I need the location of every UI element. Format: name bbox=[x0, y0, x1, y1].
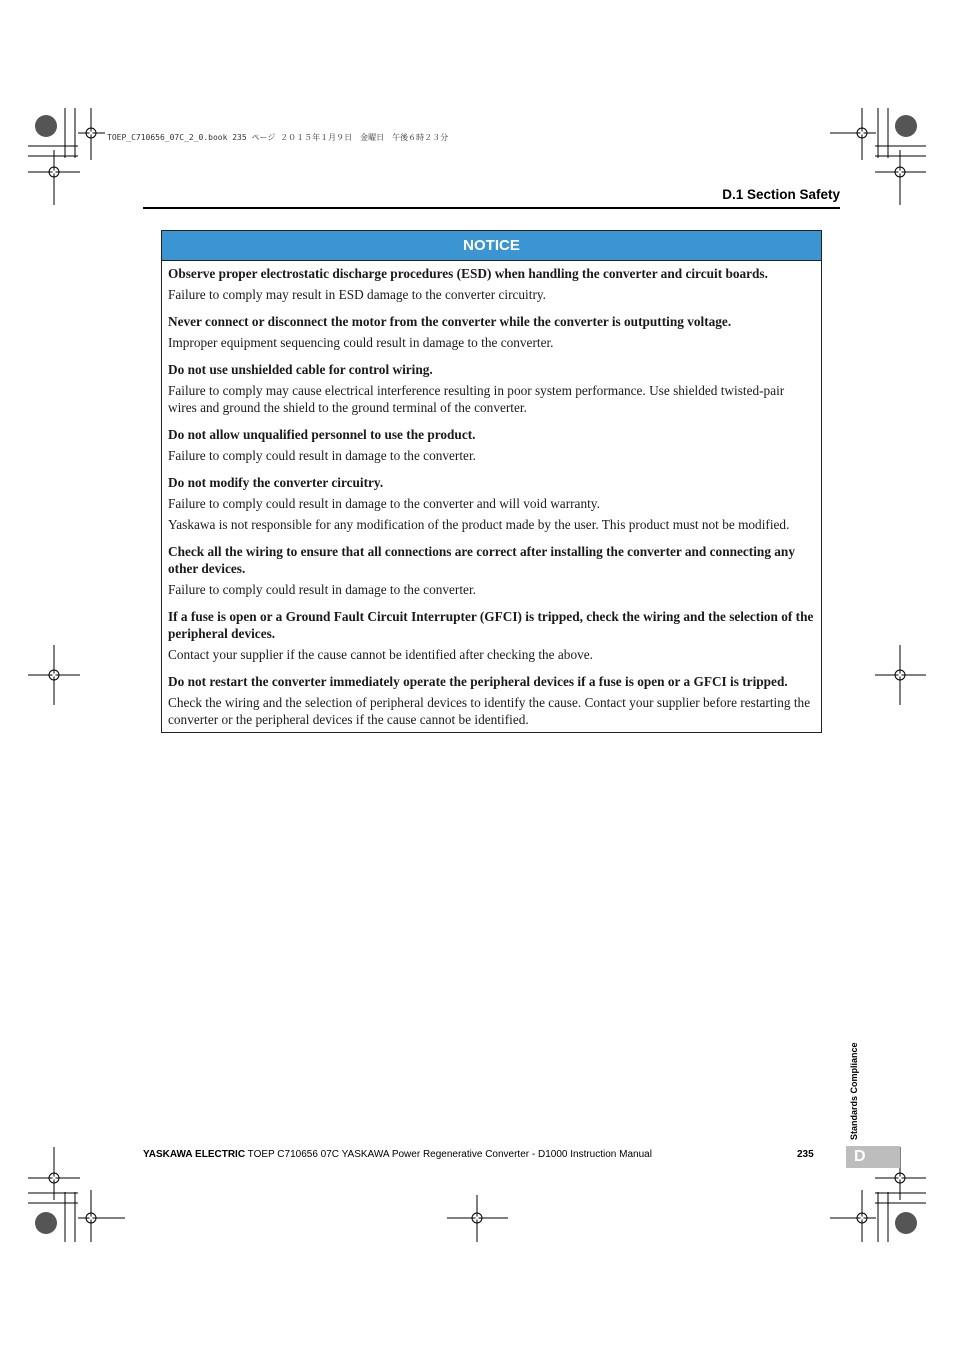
notice-item bbox=[168, 543, 815, 598]
notice-item bbox=[168, 265, 815, 303]
notice-item bbox=[168, 313, 815, 351]
notice-item-text: Failure to comply could result in damage to the converter and will void warranty. bbox=[168, 496, 600, 511]
notice-box bbox=[161, 230, 822, 733]
notice-item-text: Failure to comply may cause electrical interference resulting in poor system performance. Use shielded twisted-pair wires and ground the shield to the ground terminal of the converter. bbox=[168, 383, 785, 415]
notice-item bbox=[168, 474, 815, 533]
section-title: D.1 Section Safety bbox=[722, 187, 840, 202]
notice-item-text: Failure to comply could result in damage to the converter. bbox=[168, 448, 476, 463]
notice-item-text: Yaskawa is not responsible for any modification of the product made by the user. This product must not be modified. bbox=[168, 517, 790, 532]
notice-item-text: Improper equipment sequencing could result in damage to the converter. bbox=[168, 335, 554, 350]
notice-item-title: Check all the wiring to ensure that all connections are correct after installing the converter and connecting any other devices. bbox=[168, 544, 795, 576]
footer-brand: YASKAWA ELECTRIC bbox=[143, 1149, 246, 1160]
chapter-tab: D bbox=[846, 1146, 900, 1168]
notice-item-text: Failure to comply could result in damage to the converter. bbox=[168, 582, 476, 597]
page-number: 235 bbox=[797, 1149, 814, 1160]
notice-body bbox=[162, 261, 821, 732]
notice-item-text: Check the wiring and the selection of peripheral devices to identify the cause. Contact your supplier before restarting the converter or the peripheral devices if the cause cannot be identified. bbox=[168, 695, 811, 727]
notice-item bbox=[168, 361, 815, 416]
notice-item-text: Contact your supplier if the cause cannot be identified after checking the above. bbox=[168, 647, 593, 662]
notice-item-title: If a fuse is open or a Ground Fault Circuit Interrupter (GFCI) is tripped, check the wiring and the selection of the peripheral devices. bbox=[168, 609, 814, 641]
notice-item bbox=[168, 673, 815, 728]
notice-item bbox=[168, 608, 815, 663]
notice-item-title: Do not restart the converter immediately operate the peripheral devices if a fuse is open or a GFCI is tripped. bbox=[168, 674, 788, 689]
notice-item-title: Do not allow unqualified personnel to use the product. bbox=[168, 427, 476, 442]
side-tab-label: Standards Compliance bbox=[849, 1042, 859, 1140]
notice-item-title: Never connect or disconnect the motor from the converter while the converter is outputting voltage. bbox=[168, 314, 732, 329]
print-info: TOEP_C710656_07C_2_0.book 235 ページ ２０１５年１月９日 金曜日 午後６時２３分 bbox=[107, 133, 449, 142]
notice-item bbox=[168, 426, 815, 464]
notice-item-title: Observe proper electrostatic discharge procedures (ESD) when handling the converter and circuit boards. bbox=[168, 266, 768, 281]
notice-item-title: Do not modify the converter circuitry. bbox=[168, 475, 384, 490]
notice-heading: NOTICE bbox=[162, 231, 821, 261]
footer bbox=[143, 1149, 652, 1160]
notice-item-title: Do not use unshielded cable for control wiring. bbox=[168, 362, 433, 377]
notice-item-text: Failure to comply may result in ESD damage to the converter circuitry. bbox=[168, 287, 546, 302]
header-rule bbox=[143, 207, 840, 209]
footer-text: TOEP C710656 07C YASKAWA Power Regenerative Converter - D1000 Instruction Manual bbox=[245, 1149, 652, 1160]
